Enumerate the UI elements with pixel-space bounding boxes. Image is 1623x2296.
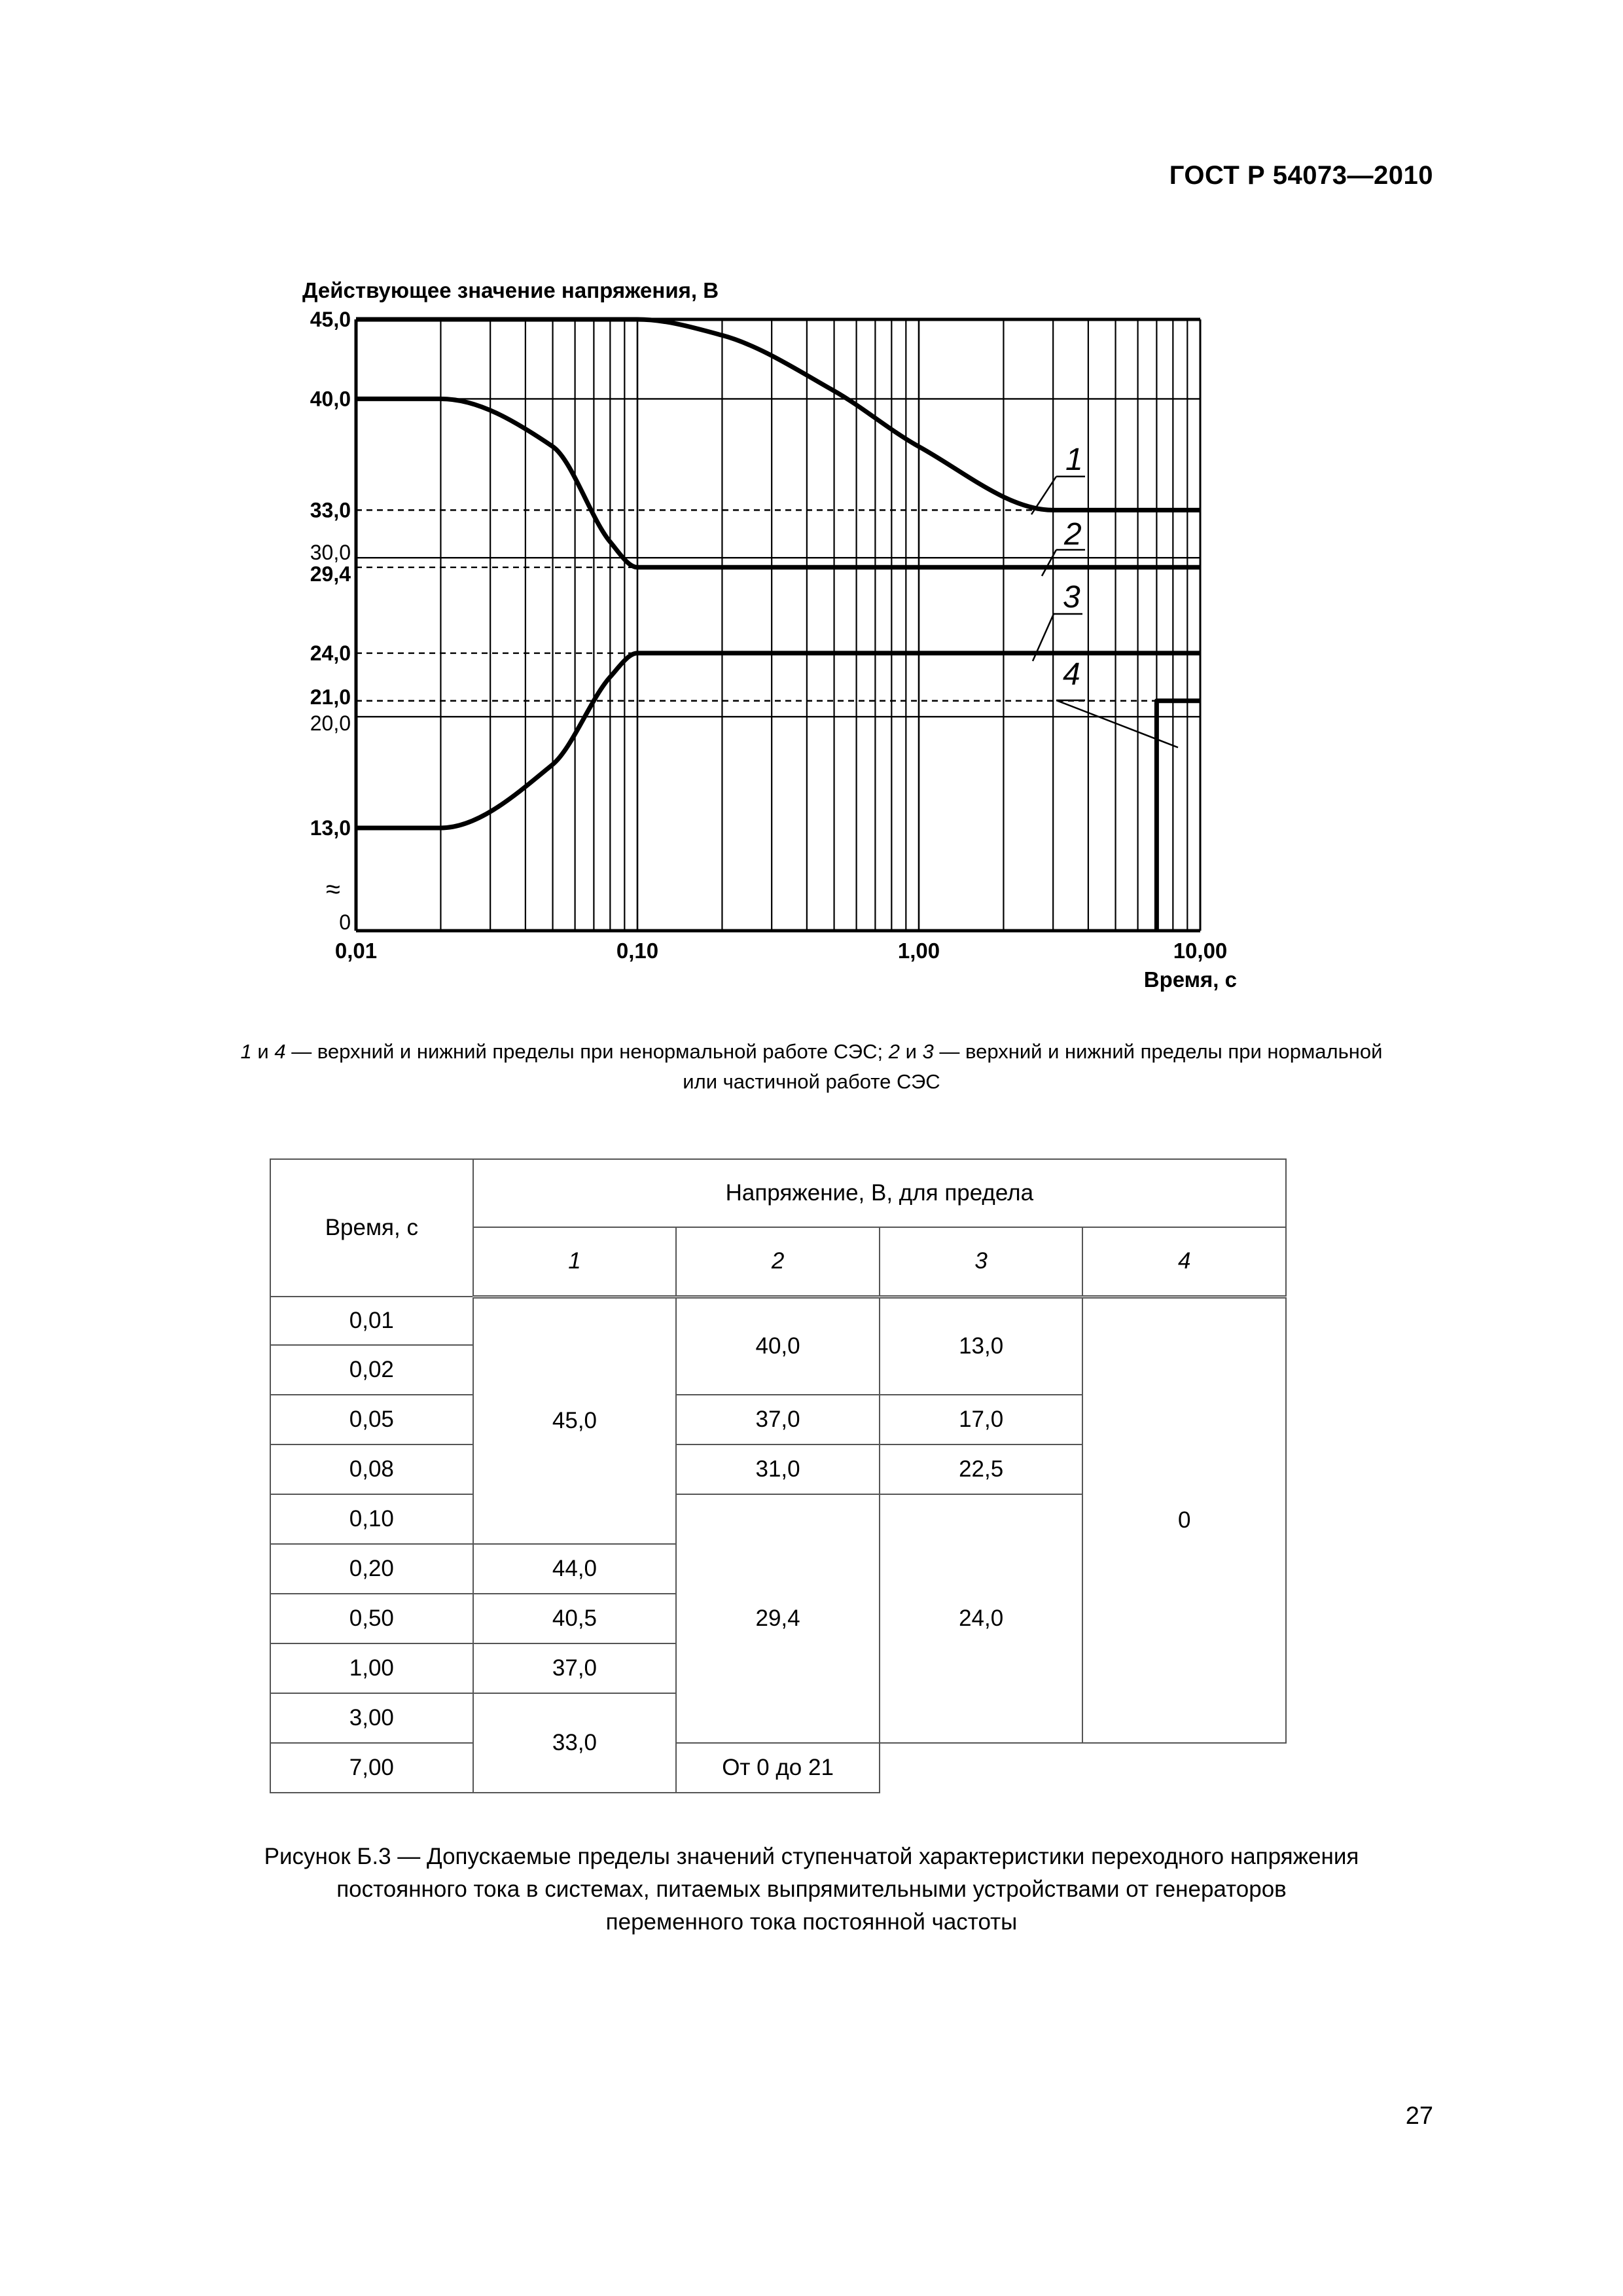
x-tick-label: 0,10 [616,939,659,963]
table-cell-time: 0,01 [270,1297,473,1345]
figure-caption-line: постоянного тока в системах, питаемых выпрямительными устройствами от генераторов [336,1876,1287,1902]
y-tick-label: 21,0 [310,685,351,709]
series-label-2: 2 [1064,517,1082,552]
series-leader-4 [1056,700,1178,747]
table-cell-time: 0,10 [270,1494,473,1544]
table-header-limit: 3 [880,1227,1083,1297]
table-header-limit: 4 [1082,1227,1286,1297]
x-tick-label: 1,00 [897,939,940,963]
legend-text: и [899,1040,923,1063]
legend-num-2: 2 [888,1040,900,1063]
table-row [270,1297,1286,1345]
document-header: ГОСТ Р 54073—2010 [1169,161,1433,190]
table-cell-time: 0,02 [270,1345,473,1395]
table-cell: 22,5 [880,1444,1083,1494]
chart-labels [302,278,1237,992]
table-cell: 0 [1082,1297,1286,1743]
table-cell: 44,0 [473,1544,677,1594]
legend-num-3: 3 [922,1040,934,1063]
series-label-1: 1 [1065,442,1083,477]
x-tick-label: 0,01 [334,939,378,963]
table-cell: 29,4 [676,1494,880,1743]
x-tick-label: 10,00 [1173,939,1228,963]
figure-caption-line: Рисунок Б.3 — Допускаемые пределы значений ступенчатой характеристики переходного напряжения [264,1844,1359,1869]
x-axis-label: Время, с [1143,967,1237,992]
table-cell-time: 1,00 [270,1643,473,1693]
table-cell: 40,0 [676,1297,880,1395]
table-cell: 37,0 [676,1395,880,1444]
table-cell-time: 7,00 [270,1743,473,1793]
y-tick-label: 33,0 [310,498,351,522]
table-header-row [270,1159,1286,1227]
y-axis-label: Действующее значение напряжения, В [302,278,719,302]
series-line-1 [356,319,1200,510]
legend-text: — верхний и нижний пределы при нормальной [933,1040,1383,1063]
y-tick-label: 0 [339,910,351,934]
legend-line-1 [131,1037,1492,1067]
table-cell: 24,0 [880,1494,1083,1743]
y-tick-label: 20,0 [310,711,351,736]
voltage-chart [0,0,1623,1060]
table-cell-time: 0,08 [270,1444,473,1494]
y-tick-label: 45,0 [310,308,351,331]
y-tick-label: 40,0 [310,387,351,411]
chart-series [356,319,1200,931]
figure-caption [118,1840,1505,1939]
chart-legend-caption [131,1037,1492,1097]
series-label-4: 4 [1063,657,1080,692]
table-cell: От 0 до 21 [676,1743,880,1793]
table-cell-time: 0,50 [270,1594,473,1643]
legend-text: — верхний и нижний пределы при ненормальной работе СЭС; [285,1040,889,1063]
series-label-3: 3 [1063,580,1080,615]
table-cell-time: 3,00 [270,1693,473,1743]
table-header-voltage: Напряжение, В, для предела [473,1159,1286,1227]
page-number: 27 [1405,2102,1433,2130]
table-cell: 33,0 [473,1693,677,1793]
table-cell-time: 0,20 [270,1544,473,1594]
legend-num-1: 1 [240,1040,252,1063]
series-line-4 [1156,701,1200,931]
table-cell: 17,0 [880,1395,1083,1444]
table-cell-time: 0,05 [270,1395,473,1444]
legend-num-4: 4 [274,1040,286,1063]
y-tick-label: 29,4 [310,562,351,586]
chart-frame [356,319,1200,931]
table-header-time: Время, с [270,1159,473,1297]
series-leader-2 [1042,550,1056,576]
table-cell: 45,0 [473,1297,677,1544]
legend-line-2: или частичной работе СЭС [683,1070,940,1093]
table-header-limit: 1 [473,1227,677,1297]
table-cell: 37,0 [473,1643,677,1693]
chart-grid [440,319,1187,931]
table-header-limit: 2 [676,1227,880,1297]
legend-text: и [251,1040,275,1063]
voltage-limits-table [270,1158,1287,1793]
table-cell: 31,0 [676,1444,880,1494]
table-cell: 13,0 [880,1297,1083,1395]
y-tick-label: 24,0 [310,641,351,665]
table-row [270,1743,1286,1793]
y-tick-label: 30,0 [310,541,351,565]
y-tick-label: 13,0 [310,816,351,840]
table-cell: 40,5 [473,1594,677,1643]
figure-caption-line: переменного тока постоянной частоты [605,1909,1018,1935]
y-axis-break: ≈ [326,875,340,904]
